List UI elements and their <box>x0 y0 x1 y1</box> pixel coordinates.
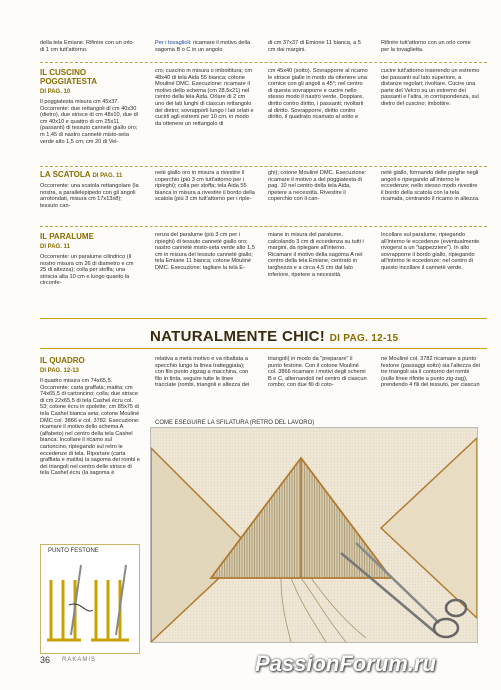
page-number: 36 <box>40 655 51 665</box>
lampshade-text-c: miane in misura del paralume, calcolando 3 cm di eccedenza su tutti i margini, da ripiegare all'interno. Ricamare il motivo della sagoma A nel centro della tela Emiane, centrato in larghezza e a circa 4,5 cm dal lato inferiore, ripetere a necessità. <box>268 232 364 278</box>
figure-title: COME ESEGUIRE LA SFILATURA (RETRO DEL LAVORO) <box>155 420 315 426</box>
section-title-painting: IL QUADRO DI PAG. 12-13 <box>40 356 85 374</box>
napkins-text: ricamare il motivo della sagoma B o C in un angolo <box>155 40 251 53</box>
fabric-illustration <box>151 428 477 642</box>
section-painting <box>40 356 140 478</box>
banner-title: NATURALMENTE CHIC! <box>150 328 326 345</box>
box-text-c: ghi); cotone Mouliné DMC. Esecuzione: ricamare il motivo a del poggiatesta di pag. 10 nel centro della tela Aida, ripetere a necessità. Rivestire il coperchio con il can- <box>268 170 367 203</box>
magazine-brand: RAKAMIS <box>62 657 97 663</box>
cushion-text-c: cm 45x40 (sotto). Sovrapporre al ricamo le strisce gialle in modo da ottenere una cornice con gli angoli a 45°; nel centro di questa sovrapporre e cucire nello stesso modo il nastro verde. Doppiare, diritto contro diritto, i passanti; rivoltarli al diritto. Sovrapporre, diritto contro diritto, il quadrato ricamato al sotto e <box>268 68 368 121</box>
drawn-thread-photo <box>150 427 478 643</box>
painting-text-a: Il quadro misura cm 74x65,5. Occorrente: carta graffata; matita; cm 74x65,5 di cartoncino; colla; due strisce di cm 22x65,5 di tela Cashel écru col. 53; cotone écru in spolette; cm 85x75 di tela Cashel bianca seta; cotone Mouliné DMC col. 3866 e col. 3782. Esecuzione: ricamare il motivo dello schema A (alfabeto) nel centro della tela Cashel bianca. Incollare il ricamo sul cartoncino, ripiegando sul retro le eccedenze di tela. Riportare (carta graffiata e matita) la sagoma dei rombi e dei triangoli nel centro delle strisce di tela Cashel écru (la sagoma è <box>40 378 141 477</box>
inset-title: PUNTO FESTONE <box>48 548 99 554</box>
section-banner <box>150 328 398 345</box>
section-title-lampshade: IL PARALUME DI PAG. 11 <box>40 232 94 250</box>
cushion-text-b: cro; cuscino in misura o imbottitura; cm 48x40 di tela Aida 55 bianca; cotone Mouliné DMC. Esecuzione: ricamare il motivo dello schema (cm 28,5x21) nel centro della tela Aida. Orlare di 2 cm uno dei lati lunghi di ciascun rettangolo del dietro; sovrapporli lungo i lati orlati e cucirli agli estremi per 10 cm, in modo da ottenere un rettangolo di <box>155 68 254 127</box>
section-cushion <box>40 68 140 146</box>
box-text-b: netè giallo oro in misura a rivestire il coperchio (più 3 cm tutt'attorno per i ripieghi); colla per stoffa; tela Aida 55 bianca in misura a rivestire il bordo della scatola (più 3 cm tutt'attorno per i riple- <box>155 170 255 203</box>
top-text-col-3: di cm 37x37 di Emione 11 bianca, a 5 cm dai margini. <box>268 40 361 53</box>
top-text-col-2 <box>155 40 255 54</box>
divider-3 <box>40 226 487 227</box>
divider-1 <box>40 62 487 63</box>
painting-text-d: ne Mouliné col. 3782 ricamare a punto festone (passaggi sotto) sia l'altezza dei tre triangoli sia il contorno dei rombi (sulle linee rifinite a punto zig-zag), prendendo 4 fili del tessuto, per ciascun <box>381 356 481 389</box>
box-text-a: Occorrente: una scatola rettangolare (la nostra, a parallelepipedo con gli angoli arrotondati, misura cm 17x13x8); tessuto can- <box>40 183 139 209</box>
section-lampshade <box>40 232 140 288</box>
painting-text-c: triangoli) in modo da "preparare" il punto festone. Con il cotone Mouliné col. 3866 ricamare i motivi degli schemi B e C, alternandoli nel centro di ciascun rombo; con due fili di coto- <box>268 356 367 389</box>
divider-banner-top <box>40 318 487 319</box>
cushion-text-d: cucire tutt'attorno inserendo un estremo dei passanti sul lato superiore, a distanze regolari; rivoltare. Cucire una parte del Velcro su un estremo dei passanti e l'altra, in corrispondenza, sul dietro del cuscino; imbottire. <box>381 68 480 107</box>
divider-banner-bottom <box>40 348 487 349</box>
section-title-cushion: IL CUSCINO POGGIATESTA DI PAG. 10 <box>40 68 98 95</box>
section-box <box>40 170 140 210</box>
top-text-col-1: della tela Emiane. Rifinire con un orlo di 1 cm tutt'attorno. <box>40 40 133 53</box>
watermark: PassionForum.ru <box>255 651 436 676</box>
section-title-box: LA SCATOLA DI PAG. 11 <box>40 170 123 179</box>
divider-2 <box>40 166 487 167</box>
box-text-d: netè giallo, formando delle pieghe negli angoli e ripiegando all'interno le eccedenze; nello stesso modo rivestire il bordo della scatola con la tela ricamata, centrando il ricamo in altezza. <box>381 170 480 203</box>
napkins-label: Per i tovaglioli: <box>155 40 192 46</box>
lampshade-text-b: renza del paralume (più 3 cm per i ripieghi) di tessuto cannetè giallo oro; nastro cannetè misto-seta verde alto 1,5 cm in misura del tessuto cannetè giallo; tela Emiane 11 bianca; cotone Mouliné DMC. Esecuzione: tagliare la tela E- <box>155 232 255 271</box>
buttonhole-stitch-diagram <box>40 544 140 654</box>
painting-text-b: relativa a metà motivo e va ribaltata a specchio lungo la linea tratteggiata); con filo punto zigzag a macchina, con filo in tinta, seguire tutte le linee tracciate (rombi, triangoli e altezza dei <box>155 356 250 389</box>
lampshade-text-a: Occorrente: un paralume cilindrico (il nostro misura cm 26 di diametro e cm 25 di altezza); colla per stoffa; una striscia alta 10 cm e lungo quanto la circonfe- <box>40 254 134 287</box>
lampshade-text-d: Incollare sul paralume, ripiegando all'interno le eccedenze (eventualmente rivogersi a un "tappezziere"). In alto sovrapporre il bordo giallo, ripiegando all'interno le eccedenze; nel centro di questo incollare il cannetè verde. <box>381 232 480 271</box>
top-text-col-4: Rifinire tutt'attorno con un orlo come per la tovaglietta. <box>381 40 471 53</box>
banner-ref: DI PAG. 12-15 <box>329 333 399 344</box>
stitch-illustration <box>41 545 139 653</box>
cushion-text-a: Il poggiatesta misura cm 45x37. Occorrente: due rettangoli di cm 40x30 (dietro), due strisce di cm 48x10, due di cm 40x10 e quattro di cm 25x11 (passanti) di tessuto cannetè giallo oro; m 1,45 di nastro cannetè misto-seta verde alto 1,5 cm; cm 20 di Vel- <box>40 99 138 145</box>
